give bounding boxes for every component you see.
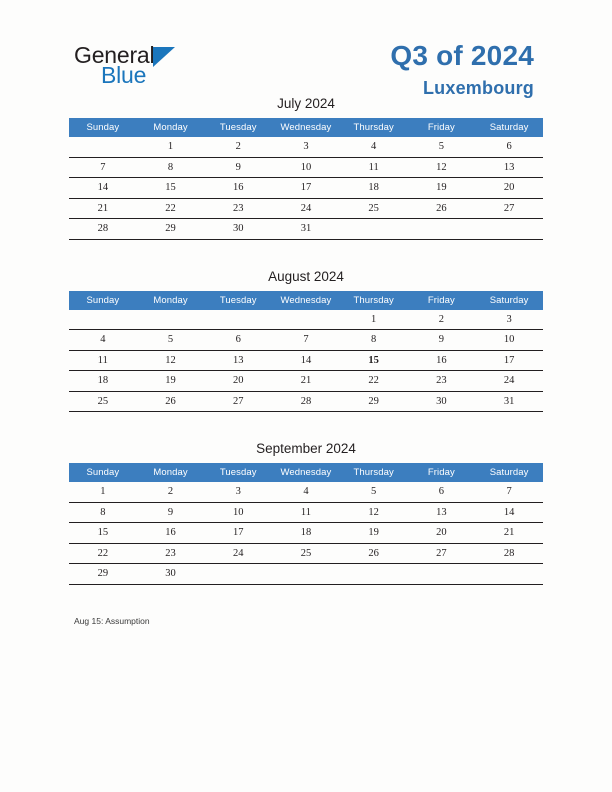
day-cell-empty (137, 310, 205, 330)
brand-name-blue: Blue (101, 62, 147, 88)
weekday-header-wednesday: Wednesday (272, 291, 340, 310)
day-cell-empty (69, 137, 137, 157)
month-block (69, 269, 543, 413)
day-cell[interactable]: 23 (204, 198, 272, 219)
day-cell[interactable]: 21 (69, 198, 137, 219)
weekday-header-wednesday: Wednesday (272, 463, 340, 482)
day-cell-empty (272, 310, 340, 330)
day-cell[interactable]: 14 (475, 502, 543, 523)
day-cell[interactable]: 20 (408, 523, 476, 544)
day-cell[interactable]: 1 (69, 482, 137, 502)
month-calendar-table (69, 463, 543, 585)
weekday-header-tuesday: Tuesday (204, 118, 272, 137)
day-cell[interactable]: 12 (340, 502, 408, 523)
month-title: August 2024 (268, 268, 344, 284)
day-cell[interactable]: 24 (475, 371, 543, 392)
page-title: Q3 of 2024 (390, 40, 534, 71)
day-cell[interactable]: 13 (408, 502, 476, 523)
week-row (69, 371, 543, 392)
week-row (69, 502, 543, 523)
day-cell[interactable]: 23 (137, 543, 205, 564)
day-cell[interactable]: 17 (272, 178, 340, 199)
day-cell[interactable]: 11 (340, 157, 408, 178)
day-cell[interactable]: 3 (204, 482, 272, 502)
day-cell[interactable]: 15 (137, 178, 205, 199)
day-cell[interactable]: 8 (137, 157, 205, 178)
month-title: September 2024 (256, 441, 356, 456)
day-cell[interactable]: 29 (137, 219, 205, 240)
day-cell[interactable]: 23 (408, 371, 476, 392)
week-row (69, 350, 543, 371)
month-calendar-table (69, 291, 543, 413)
day-cell[interactable]: 8 (69, 502, 137, 523)
day-cell-empty (408, 564, 476, 585)
day-cell[interactable]: 9 (204, 157, 272, 178)
day-cell[interactable]: 22 (69, 543, 137, 564)
weekday-header-saturday: Saturday (475, 118, 543, 137)
weekday-header-row (69, 463, 543, 482)
page-header (0, 0, 612, 99)
day-cell-empty (69, 310, 137, 330)
day-cell[interactable]: 4 (272, 482, 340, 502)
week-row (69, 564, 543, 585)
day-cell[interactable]: 1 (340, 310, 408, 330)
day-cell[interactable]: 25 (340, 198, 408, 219)
day-cell[interactable]: 29 (69, 564, 137, 585)
day-cell[interactable]: 10 (272, 157, 340, 178)
day-cell[interactable]: 7 (272, 330, 340, 351)
day-cell-empty (272, 564, 340, 585)
day-cell[interactable]: 2 (408, 310, 476, 330)
day-cell[interactable]: 14 (69, 178, 137, 199)
day-cell[interactable]: 26 (137, 391, 205, 412)
calendar-list (0, 96, 612, 585)
month-title: July 2024 (277, 96, 335, 111)
day-cell[interactable]: 3 (272, 137, 340, 157)
day-cell[interactable]: 5 (340, 482, 408, 502)
day-cell[interactable]: 19 (408, 178, 476, 199)
day-cell[interactable]: 20 (204, 371, 272, 392)
day-cell[interactable]: 2 (204, 137, 272, 157)
day-cell[interactable]: 21 (272, 371, 340, 392)
week-row (69, 157, 543, 178)
day-cell[interactable]: 24 (272, 198, 340, 219)
day-cell[interactable]: 1 (137, 137, 205, 157)
day-cell[interactable]: 24 (204, 543, 272, 564)
day-cell[interactable]: 16 (408, 350, 476, 371)
day-cell[interactable]: 5 (408, 137, 476, 157)
month-calendar-table (69, 118, 543, 240)
week-row (69, 219, 543, 240)
day-cell-empty (408, 219, 476, 240)
weekday-header-friday: Friday (408, 291, 476, 310)
weekday-header-wednesday: Wednesday (272, 118, 340, 137)
weekday-header-tuesday: Tuesday (204, 291, 272, 310)
week-row (69, 543, 543, 564)
weekday-header-thursday: Thursday (340, 291, 408, 310)
title-block (390, 40, 534, 99)
week-row (69, 178, 543, 199)
day-cell[interactable]: 19 (340, 523, 408, 544)
day-cell[interactable]: 6 (475, 137, 543, 157)
day-cell[interactable]: 20 (475, 178, 543, 199)
day-cell[interactable]: 4 (340, 137, 408, 157)
weekday-header-thursday: Thursday (340, 118, 408, 137)
day-cell[interactable]: 18 (340, 178, 408, 199)
day-cell[interactable]: 22 (137, 198, 205, 219)
weekday-header-friday: Friday (408, 118, 476, 137)
day-cell-empty (475, 564, 543, 585)
day-cell[interactable]: 11 (272, 502, 340, 523)
day-cell[interactable]: 13 (204, 350, 272, 371)
weekday-header-saturday: Saturday (475, 463, 543, 482)
page-subtitle-country: Luxembourg (422, 78, 534, 99)
footnote-item: Aug 15: Assumption (74, 615, 150, 626)
day-cell-empty (340, 219, 408, 240)
weekday-header-row (69, 291, 543, 310)
day-cell[interactable]: 21 (475, 523, 543, 544)
weekday-header-monday: Monday (137, 118, 205, 137)
day-cell-empty (204, 310, 272, 330)
day-cell[interactable]: 17 (204, 523, 272, 544)
day-cell[interactable]: 16 (204, 178, 272, 199)
day-cell[interactable]: 26 (408, 198, 476, 219)
day-cell[interactable]: 26 (340, 543, 408, 564)
day-cell[interactable]: 31 (272, 219, 340, 240)
day-cell[interactable]: 27 (475, 198, 543, 219)
day-cell-empty (204, 564, 272, 585)
day-cell[interactable]: 15 (69, 523, 137, 544)
weekday-header-saturday: Saturday (475, 291, 543, 310)
weekday-header-thursday: Thursday (340, 463, 408, 482)
month-block (69, 441, 543, 585)
brand-name-general: General (74, 42, 155, 68)
day-cell[interactable]: 14 (272, 350, 340, 371)
day-cell[interactable]: 10 (204, 502, 272, 523)
week-row (69, 310, 543, 330)
weekday-header-tuesday: Tuesday (204, 463, 272, 482)
day-cell[interactable]: 6 (204, 330, 272, 351)
day-cell[interactable]: 12 (137, 350, 205, 371)
day-cell[interactable]: 25 (272, 543, 340, 564)
week-row (69, 482, 543, 502)
brand-logo[interactable] (74, 44, 175, 87)
day-cell[interactable]: 30 (408, 391, 476, 412)
weekday-header-sunday: Sunday (69, 291, 137, 310)
day-cell[interactable]: 18 (69, 371, 137, 392)
day-cell[interactable]: 7 (69, 157, 137, 178)
week-row (69, 137, 543, 157)
weekday-header-sunday: Sunday (69, 463, 137, 482)
day-cell[interactable]: 6 (408, 482, 476, 502)
week-row (69, 198, 543, 219)
day-cell[interactable]: 17 (475, 350, 543, 371)
day-cell[interactable]: 28 (272, 391, 340, 412)
day-cell[interactable]: 4 (69, 330, 137, 351)
day-cell-empty (340, 564, 408, 585)
day-cell[interactable]: 3 (475, 310, 543, 330)
day-cell[interactable]: 27 (408, 543, 476, 564)
week-row (69, 523, 543, 544)
day-cell[interactable]: 7 (475, 482, 543, 502)
weekday-header-row (69, 118, 543, 137)
day-cell[interactable]: 25 (69, 391, 137, 412)
footnote-list (0, 615, 612, 629)
day-cell[interactable]: 28 (69, 219, 137, 240)
day-cell-empty (475, 219, 543, 240)
day-cell[interactable]: 27 (204, 391, 272, 412)
day-cell[interactable]: 5 (137, 330, 205, 351)
day-cell[interactable]: 30 (204, 219, 272, 240)
week-row (69, 391, 543, 412)
day-cell[interactable]: 18 (272, 523, 340, 544)
day-cell[interactable]: 9 (408, 330, 476, 351)
weekday-header-monday: Monday (137, 463, 205, 482)
day-cell[interactable]: 30 (137, 564, 205, 585)
day-cell[interactable]: 28 (475, 543, 543, 564)
day-cell[interactable]: 10 (475, 330, 543, 351)
day-cell[interactable]: 31 (475, 391, 543, 412)
week-row (69, 330, 543, 351)
day-cell[interactable]: 12 (408, 157, 476, 178)
day-cell[interactable]: 13 (475, 157, 543, 178)
weekday-header-friday: Friday (408, 463, 476, 482)
day-cell[interactable]: 16 (137, 523, 205, 544)
day-cell[interactable]: 8 (340, 330, 408, 351)
day-cell[interactable]: 11 (69, 350, 137, 371)
weekday-header-sunday: Sunday (69, 118, 137, 137)
day-cell[interactable]: 22 (340, 371, 408, 392)
day-cell-holiday[interactable]: 15 (340, 350, 408, 371)
month-block (69, 96, 543, 240)
day-cell[interactable]: 9 (137, 502, 205, 523)
day-cell[interactable]: 2 (137, 482, 205, 502)
day-cell[interactable]: 29 (340, 391, 408, 412)
day-cell[interactable]: 19 (137, 371, 205, 392)
weekday-header-monday: Monday (137, 291, 205, 310)
